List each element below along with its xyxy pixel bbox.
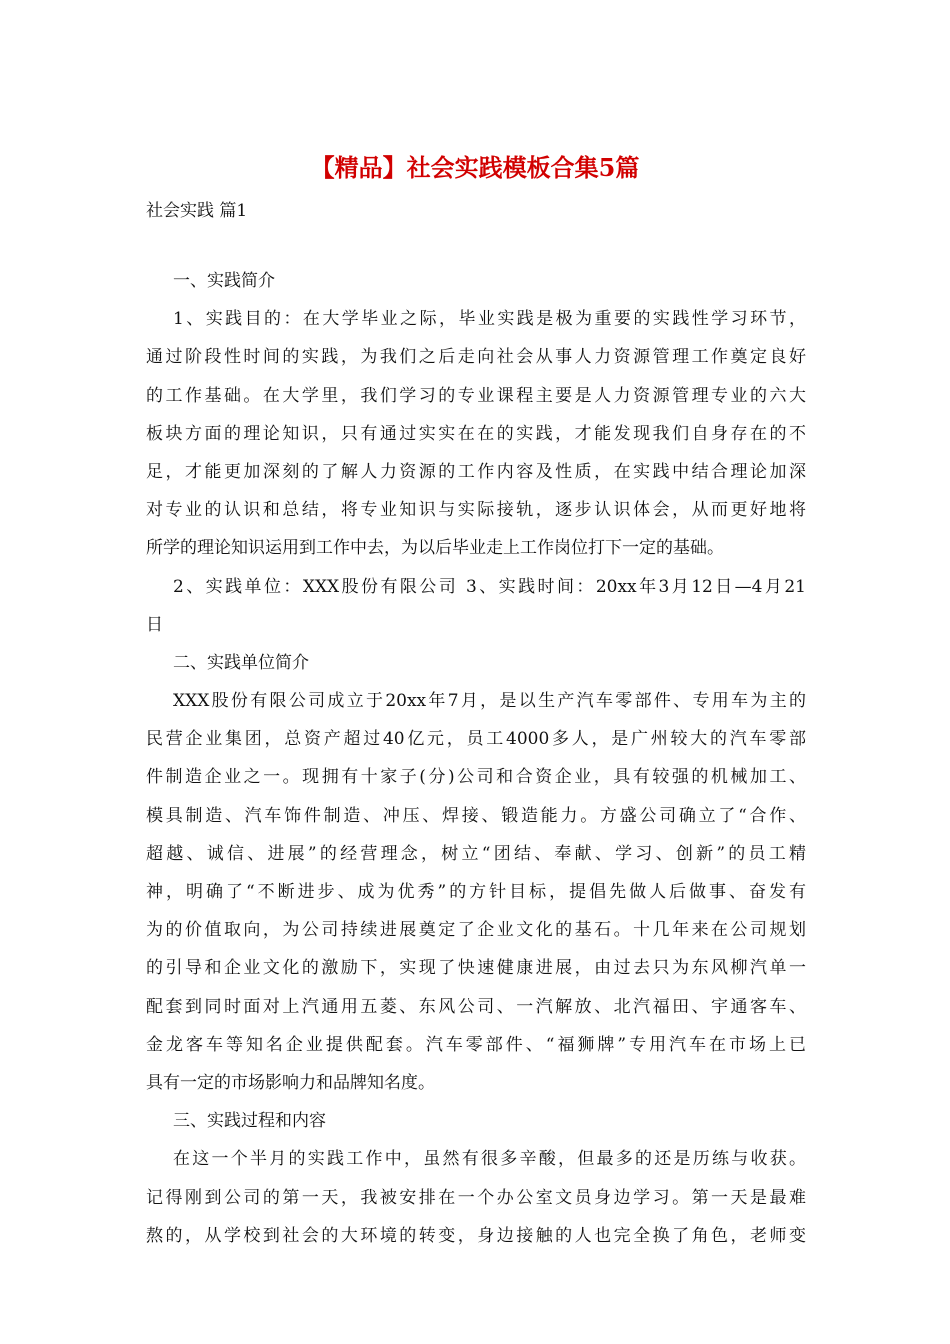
text-line: 日 (146, 614, 163, 635)
document-title: 【精品】社会实践模板合集5篇 (310, 153, 640, 182)
text-line: 足，才能更加深刻的了解人力资源的工作内容及性质，在实践中结合理论加深 (146, 461, 806, 482)
text-line: 模具制造、汽车饰件制造、冲压、焊接、锻造能力。方盛公司确立了“合作、 (146, 805, 806, 826)
text-line: 神，明确了“不断进步、成为优秀”的方针目标，提倡先做人后做事、奋发有 (146, 882, 806, 902)
text-line: 在这一个半月的实践工作中，虽然有很多辛酸，但最多的还是历练与收获。 (173, 1149, 806, 1170)
text-line: 的引导和企业文化的激励下，实现了快速健康进展，由过去只为东风柳汽单一 (146, 958, 806, 979)
text-line: 为的价值取向，为公司持续进展奠定了企业文化的基石。十几年来在公司规划 (146, 920, 806, 941)
text-line: 件制造企业之一。现拥有十家子(分)公司和合资企业，具有较强的机械加工、 (146, 767, 806, 788)
text-line: 通过阶段性时间的实践，为我们之后走向社会从事人力资源管理工作奠定良好 (146, 347, 806, 368)
text-line: 三、实践过程和内容 (173, 1111, 326, 1132)
document-body (146, 262, 806, 1255)
text-line: 具有一定的市场影响力和品牌知名度。 (146, 1072, 435, 1093)
text-line: XXX股份有限公司成立于20xx年7月，是以生产汽车零部件、专用车为主的 (173, 691, 806, 712)
text-line: 熬的，从学校到社会的大环境的转变，身边接触的人也完全换了角色，老师变 (146, 1225, 806, 1246)
text-line: 1、实践目的：在大学毕业之际，毕业实践是极为重要的实践性学习环节， (173, 309, 806, 330)
text-line: 一、实践简介 (173, 271, 275, 291)
text-line: 金龙客车等知名企业提供配套。汽车零部件、“福狮牌”专用汽车在市场上已 (146, 1034, 806, 1055)
text-line: 配套到同时面对上汽通用五菱、东风公司、一汽解放、北汽福田、宇通客车、 (146, 996, 806, 1017)
text-line: 所学的理论知识运用到工作中去，为以后毕业走上工作岗位打下一定的基础。 (146, 538, 724, 559)
text-line: 二、实践单位简介 (173, 652, 309, 673)
text-line: 超越、诚信、进展”的经营理念，树立“团结、奉献、学习、创新”的员工精 (146, 843, 806, 864)
text-line: 记得刚到公司的第一天，我被安排在一个办公室文员身边学习。第一天是最难 (146, 1187, 806, 1208)
text-line: 民营企业集团，总资产超过40亿元，员工4000多人，是广州较大的汽车零部 (146, 729, 806, 750)
text-line: 2、实践单位：XXX股份有限公司 3、实践时间：20xx年3月12日—4月21 (173, 576, 806, 597)
text-line: 对专业的认识和总结，将专业知识与实际接轨，逐步认识体会，从而更好地将 (146, 500, 806, 521)
text-line: 板块方面的理论知识，只有通过实实在在的实践，才能发现我们自身存在的不 (146, 423, 806, 444)
text-line: 的工作基础。在大学里，我们学习的专业课程主要是人力资源管理专业的六大 (146, 385, 806, 406)
section-subtitle: 社会实践 篇1 (146, 201, 248, 221)
